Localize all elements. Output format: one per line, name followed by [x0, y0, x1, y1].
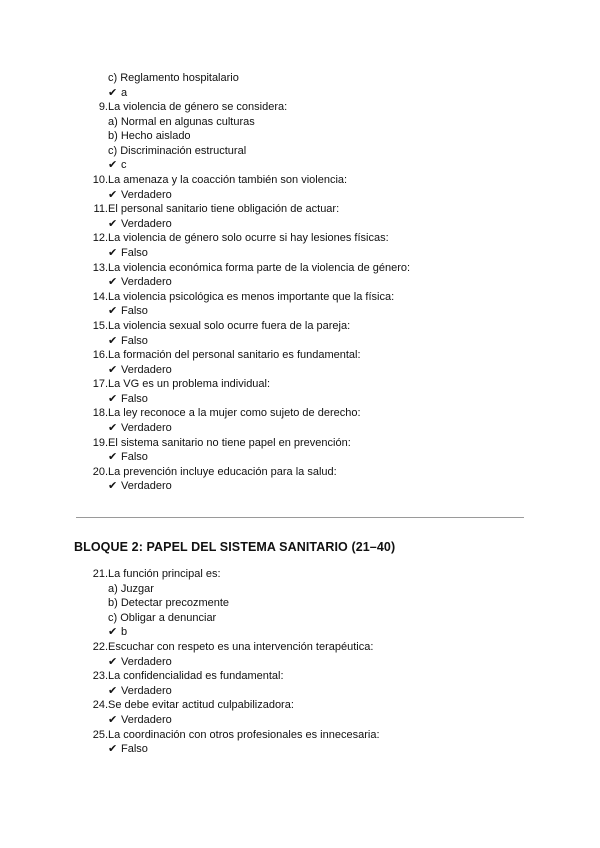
question-text: La violencia de género solo ocurre si hay lesiones físicas: [108, 232, 389, 245]
answer-line [90, 86, 530, 101]
option-text: c) Obligar a denunciar [108, 611, 217, 624]
question-line [90, 567, 530, 582]
answer-line [90, 625, 530, 640]
question-item [90, 100, 530, 173]
checkmark-icon: ✔ [108, 626, 118, 639]
checkmark-icon: ✔ [108, 684, 118, 697]
option-line [90, 71, 530, 86]
answer-line [90, 655, 530, 670]
option-line [90, 596, 530, 611]
question-text: La formación del personal sanitario es fundamental: [108, 349, 361, 362]
option-line [90, 129, 530, 144]
question-number: 24. [92, 699, 108, 712]
checkmark-icon: ✔ [108, 713, 118, 726]
question-line [90, 100, 530, 115]
question-number: 23. [92, 670, 108, 683]
question-item [90, 290, 530, 319]
section-divider [76, 517, 524, 518]
question-number: 18. [92, 407, 108, 420]
question-line [90, 231, 530, 246]
question-number: 12. [92, 232, 108, 245]
question-item [90, 377, 530, 406]
answer-line [90, 363, 530, 378]
question-number: 10. [92, 173, 108, 186]
answer-line [90, 188, 530, 203]
question-number: 22. [92, 640, 108, 653]
checkmark-icon: ✔ [108, 305, 118, 318]
question-8-continuation [90, 71, 530, 100]
question-text: La ley reconoce a la mujer como sujeto de derecho: [108, 407, 361, 420]
option-text: b) Hecho aislado [108, 130, 191, 143]
question-line [90, 290, 530, 305]
answer-line [90, 421, 530, 436]
answer-line [90, 392, 530, 407]
question-text: La amenaza y la coacción también son violencia: [108, 173, 348, 186]
answer-text: Verdadero [121, 713, 172, 726]
answer-text: Falso [121, 305, 148, 318]
question-line [90, 465, 530, 480]
answer-text: Verdadero [121, 363, 172, 376]
question-item [90, 640, 530, 669]
option-text: c) Discriminación estructural [108, 144, 247, 157]
answer-text: Verdadero [121, 655, 172, 668]
checkmark-icon: ✔ [108, 451, 118, 464]
answer-line [90, 479, 530, 494]
answer-text: Verdadero [121, 480, 172, 493]
answer-line [90, 334, 530, 349]
question-text: La violencia de género se considera: [108, 101, 288, 113]
checkmark-icon: ✔ [108, 334, 118, 347]
question-line [90, 698, 530, 713]
answer-line [90, 304, 530, 319]
question-number: 25. [92, 728, 108, 741]
checkmark-icon: ✔ [108, 480, 118, 493]
question-number: 20. [92, 465, 108, 478]
answer-line [90, 158, 530, 173]
answer-text: Verdadero [121, 217, 172, 230]
question-number: 13. [92, 261, 108, 274]
question-text: La violencia psicológica es menos importante que la física: [108, 290, 395, 303]
question-text: La violencia económica forma parte de la violencia de género: [108, 261, 411, 274]
checkmark-icon: ✔ [108, 363, 118, 376]
question-line [90, 669, 530, 684]
block-2-questions [90, 567, 530, 757]
answer-text: Verdadero [121, 276, 172, 289]
question-text: La coordinación con otros profesionales es innecesaria: [108, 728, 380, 741]
question-text: Se debe evitar actitud culpabilizadora: [108, 699, 294, 712]
question-item [90, 202, 530, 231]
option-line [90, 115, 530, 130]
checkmark-icon: ✔ [108, 86, 118, 99]
answer-line [90, 684, 530, 699]
question-item [90, 436, 530, 465]
answer-text: c [121, 159, 127, 172]
question-line [90, 406, 530, 421]
question-line [90, 436, 530, 451]
question-line [90, 728, 530, 743]
checkmark-icon: ✔ [108, 188, 118, 201]
question-line [90, 202, 530, 217]
question-number: 15. [92, 319, 108, 332]
question-text: El personal sanitario tiene obligación de actuar: [108, 203, 340, 216]
answer-text: Falso [121, 743, 148, 756]
question-text: La función principal es: [108, 568, 221, 580]
checkmark-icon: ✔ [108, 276, 118, 289]
question-item [90, 231, 530, 260]
option-text: a) Juzgar [108, 582, 154, 595]
option-line [90, 582, 530, 597]
checkmark-icon: ✔ [108, 743, 118, 756]
question-number: 19. [92, 436, 108, 449]
question-item [90, 728, 530, 757]
question-text: La prevención incluye educación para la salud: [108, 465, 337, 478]
answer-text: a [121, 86, 128, 99]
checkmark-icon: ✔ [108, 246, 118, 259]
answer-line [90, 713, 530, 728]
question-line [90, 319, 530, 334]
question-number: 9. [98, 101, 108, 113]
question-text: La VG es un problema individual: [108, 378, 271, 391]
answer-text: Falso [121, 392, 148, 405]
option-text: b) Detectar precozmente [108, 597, 230, 610]
answer-line [90, 217, 530, 232]
question-line [90, 173, 530, 188]
option-line [90, 144, 530, 159]
checkmark-icon: ✔ [108, 217, 118, 230]
answer-line [90, 275, 530, 290]
answer-text: Falso [121, 451, 148, 464]
question-item [90, 465, 530, 494]
block-2-heading: BLOQUE 2: PAPEL DEL SISTEMA SANITARIO (21–40) [74, 540, 396, 554]
option-text: c) Reglamento hospitalario [108, 72, 239, 84]
question-text: El sistema sanitario no tiene papel en prevención: [108, 436, 351, 449]
answer-text: Falso [121, 334, 148, 347]
question-number: 16. [92, 349, 108, 362]
option-text: a) Normal en algunas culturas [108, 115, 255, 128]
question-number: 21. [92, 568, 108, 580]
question-item [90, 348, 530, 377]
answer-text: Verdadero [121, 684, 172, 697]
question-number: 17. [92, 378, 108, 391]
question-item [90, 567, 530, 640]
question-item [90, 173, 530, 202]
checkmark-icon: ✔ [108, 655, 118, 668]
answer-text: Verdadero [121, 422, 172, 435]
answer-line [90, 742, 530, 757]
block-1-questions [90, 100, 530, 494]
checkmark-icon: ✔ [108, 392, 118, 405]
question-item [90, 669, 530, 698]
question-text: Escuchar con respeto es una intervención terapéutica: [108, 640, 374, 653]
question-line [90, 640, 530, 655]
question-line [90, 377, 530, 392]
answer-text: Falso [121, 246, 148, 259]
option-line [90, 611, 530, 626]
answer-line [90, 450, 530, 465]
question-number: 11. [93, 203, 108, 216]
question-text: La confidencialidad es fundamental: [108, 670, 284, 683]
answer-text: b [121, 626, 128, 639]
question-number: 14. [92, 290, 108, 303]
answer-text: Verdadero [121, 188, 172, 201]
answer-line [90, 246, 530, 261]
checkmark-icon: ✔ [108, 159, 118, 172]
checkmark-icon: ✔ [108, 422, 118, 435]
question-item [90, 406, 530, 435]
question-item [90, 319, 530, 348]
question-item [90, 698, 530, 727]
question-line [90, 261, 530, 276]
question-text: La violencia sexual solo ocurre fuera de la pareja: [108, 319, 351, 332]
question-line [90, 348, 530, 363]
question-item [90, 261, 530, 290]
